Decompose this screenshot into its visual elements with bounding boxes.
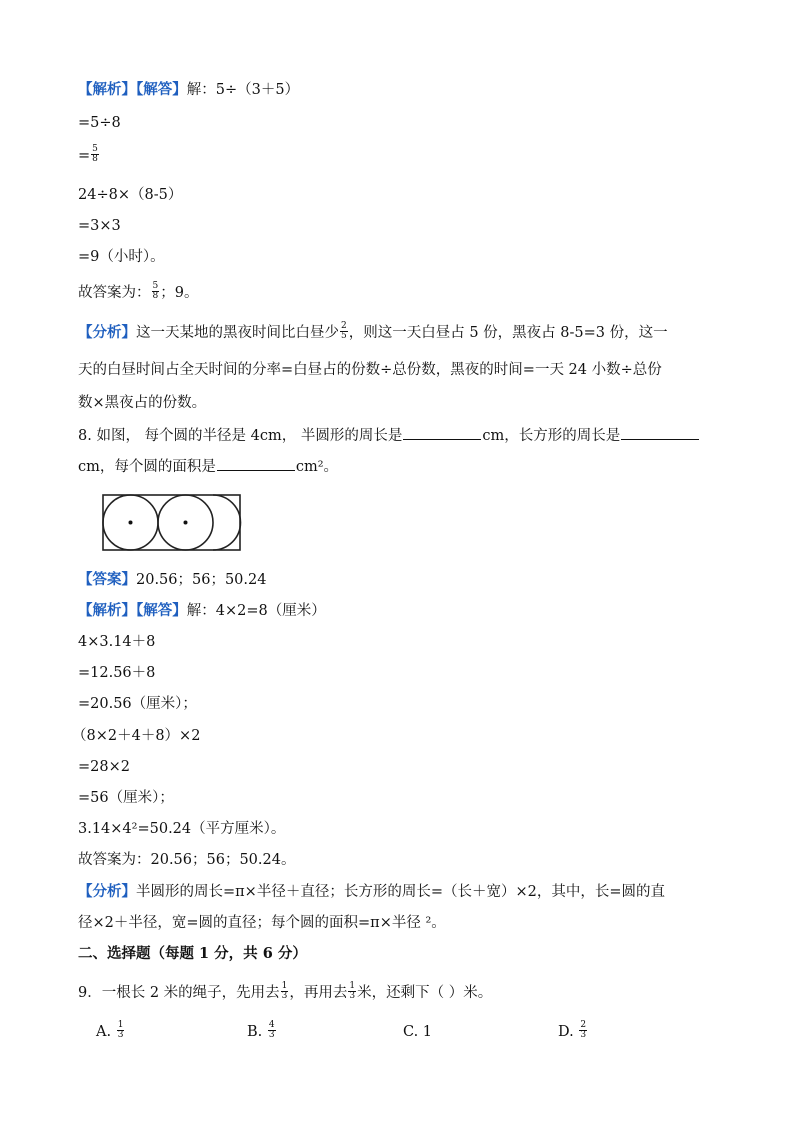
q8-solution-line-1: 【解析】【解答】解：4×2=8（厘米） — [78, 602, 326, 619]
fraction-1-3-b: $\frac{1}{3}$ — [349, 980, 356, 1001]
q7-line-6: =9（小时）。 — [78, 249, 165, 265]
q7-line-4: 24÷8×（8-5） — [78, 187, 183, 203]
q8-question-line-2: cm，每个圆的面积是 cm²。 — [78, 456, 338, 477]
q8-question-line-1: 8. 如图， 每个圆的半径是 4cm， 半圆形的周长是 cm，长方形的周长是 — [78, 425, 700, 446]
q7-line-3 — [78, 143, 100, 166]
q9-question: 9．一根长 2 米的绳子，先用去 $\frac{1}{3}$ ，再用去 $\frac{1}{3}$ 米，还剩下（ ）米。 — [78, 980, 493, 1001]
q8-solution-line-4: =20.56（厘米）； — [78, 696, 197, 712]
q8-answer-line — [78, 570, 266, 590]
option-d-fraction: $\frac{2}{3}$ — [580, 1019, 587, 1040]
q7-line-5: =3×3 — [78, 218, 121, 234]
q8-solution-line-9: 故答案为：20.56；56；50.24。 — [78, 852, 296, 868]
q7-analysis-line-3: 数×黑夜占的份数。 — [78, 395, 207, 411]
fraction-5-8-answer: $\frac{5}{8}$ — [152, 280, 159, 301]
center-dot-1 — [129, 521, 133, 525]
option-c-value: 1 — [422, 1024, 433, 1040]
q8-analysis-line-1: 【分析】半圆形的周长=π×半径＋直径；长方形的周长=（长＋宽）×2，其中，长=圆的直 — [78, 883, 665, 900]
semicircle — [213, 495, 241, 550]
q7-line-2: =5÷8 — [78, 115, 121, 131]
option-a-fraction: $\frac{1}{3}$ — [117, 1019, 124, 1040]
equals-sign: = — [78, 148, 91, 164]
option-b-fraction: $\frac{4}{3}$ — [268, 1019, 275, 1040]
circles-in-rectangle-figure — [102, 494, 244, 552]
answer-value: 20.56；56；50.24 — [136, 572, 267, 588]
option-a[interactable]: A. $\frac{1}{3}$ — [96, 1019, 124, 1040]
q7-solution-line-1 — [78, 80, 299, 100]
fraction-2-5: $\frac{2}{5}$ — [341, 320, 347, 341]
answer-tag: 【解答】 — [136, 81, 187, 98]
q7-conclusion: 故答案为： $\frac{5}{8}$ ；9。 — [78, 280, 199, 301]
blank-1[interactable] — [403, 425, 481, 440]
q8-solution-line-5: （8×2＋4＋8）×2 — [72, 728, 201, 744]
q8-solution-line-3: =12.56＋8 — [78, 665, 156, 681]
section-title: 二、选择题（每题 1 分，共 6 分） — [78, 945, 307, 962]
option-d[interactable]: D. $\frac{2}{3}$ — [558, 1019, 587, 1040]
center-dot-2 — [184, 521, 188, 525]
fraction-1-3-a: $\frac{1}{3}$ — [281, 980, 288, 1001]
q8-solution-line-2: 4×3.14＋8 — [78, 634, 156, 650]
blank-3[interactable] — [217, 456, 295, 471]
q8-analysis-line-2: 径×2＋半径，宽=圆的直径；每个圆的面积=π×半径 ²。 — [78, 915, 446, 931]
option-b[interactable]: B. $\frac{4}{3}$ — [247, 1019, 275, 1040]
q7-line1-text: 解：5÷（3＋5） — [186, 82, 300, 98]
q8-solution-line-6: =28×2 — [78, 759, 130, 775]
fenxi-tag: 【分析】 — [78, 324, 136, 341]
analysis-tag: 【解析】 — [78, 81, 136, 98]
q7-analysis-line-1: 【分析】这一天某地的黑夜时间比白昼少 $\frac{2}{5}$ ，则这一天白昼占 5 份，黑夜占 8-5=3 份，这一 — [78, 320, 668, 341]
q8-solution-line-8: 3.14×4²=50.24（平方厘米）。 — [78, 821, 286, 837]
option-c[interactable]: C. 1 — [403, 1024, 433, 1040]
q8-solution-line-7: =56（厘米）； — [78, 790, 174, 806]
blank-2[interactable] — [621, 425, 699, 440]
rectangle-outline — [103, 495, 240, 550]
answer-tag: 【答案】 — [78, 571, 136, 588]
q7-analysis-line-2: 天的白昼时间占全天时间的分率=白昼占的份数÷总份数，黑夜的时间=一天 24 小数÷总份 — [78, 362, 662, 378]
fraction-5-8: $\frac{5}{8}$ — [92, 143, 98, 164]
